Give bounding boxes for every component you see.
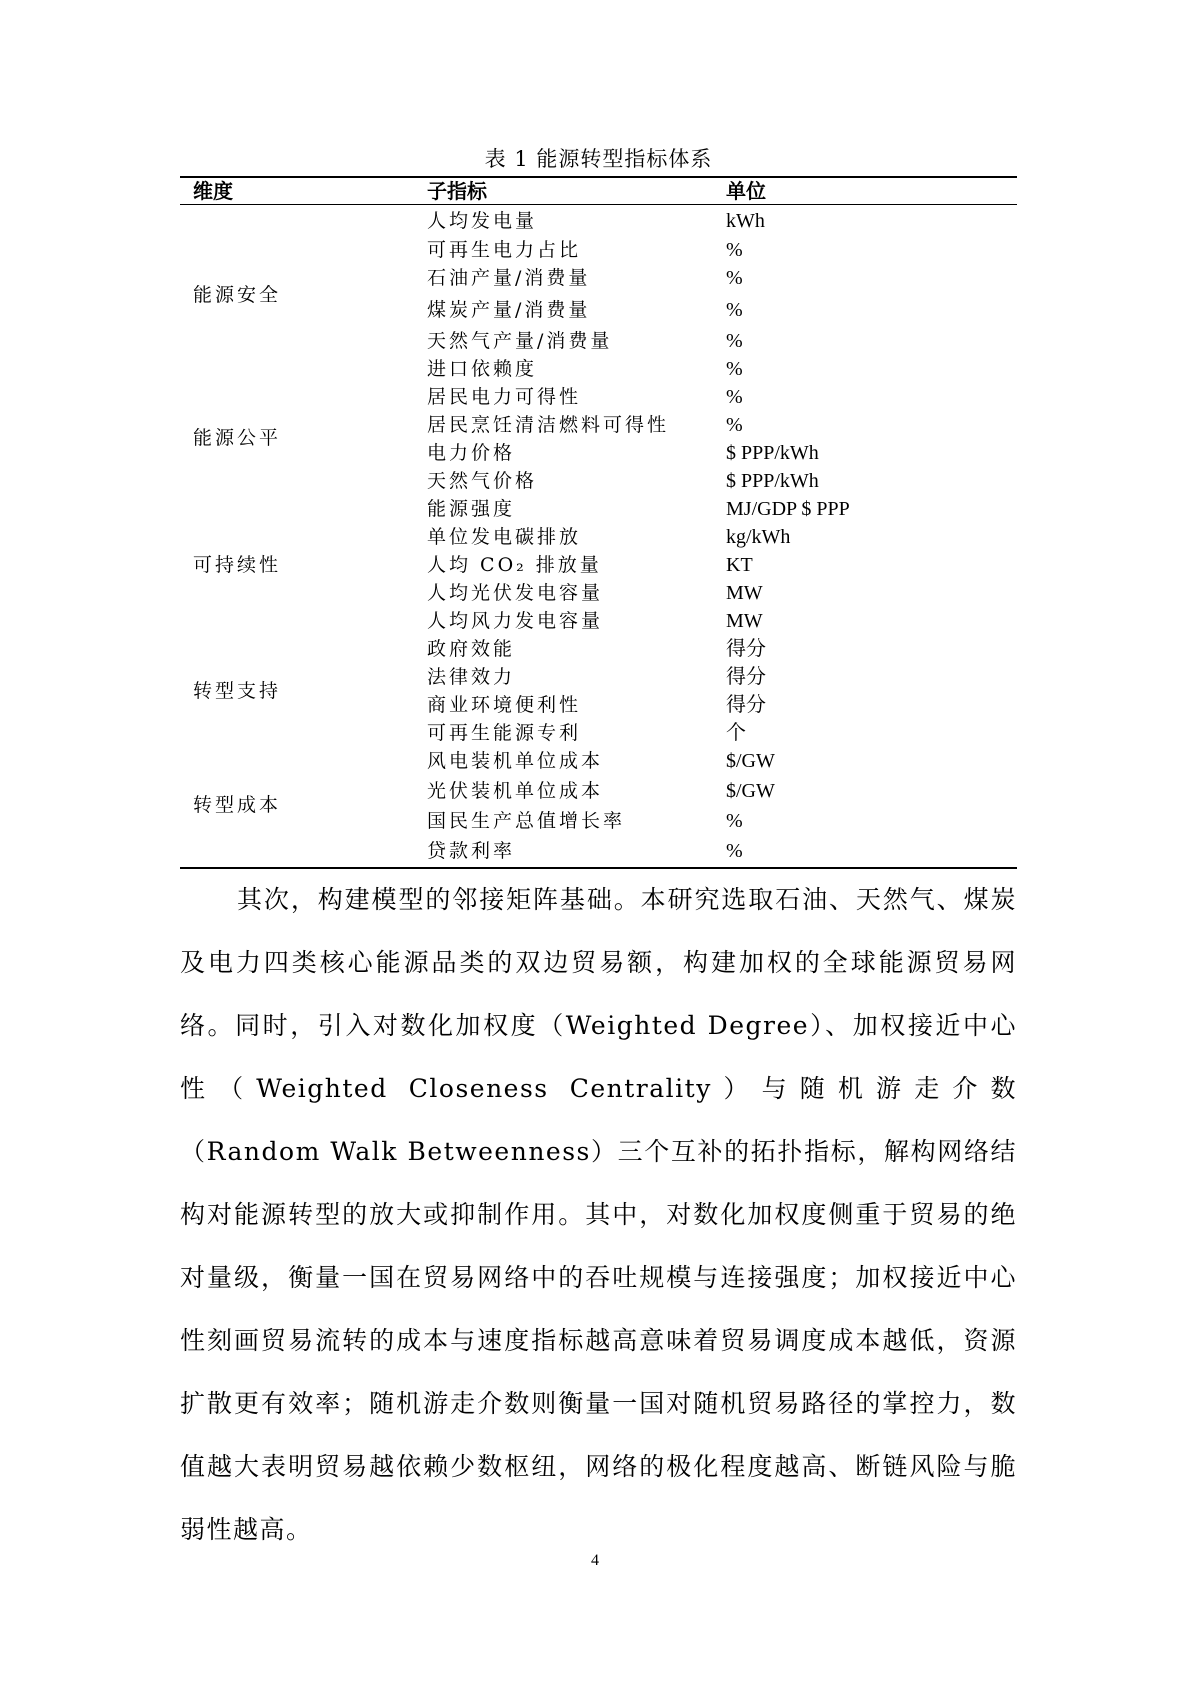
unit-cell: $ PPP/kWh (726, 442, 819, 464)
dimension-label: 能源公平 (193, 427, 282, 449)
unit-cell: % (726, 840, 743, 862)
unit-cell: KT (726, 554, 753, 576)
unit-cell: % (726, 810, 743, 832)
unit-cell: 得分 (726, 638, 766, 660)
table-top-rule (180, 176, 1017, 178)
unit-cell: % (726, 414, 743, 436)
indicator-cell: 天然气产量/消费量 (427, 330, 613, 352)
unit-cell: MW (726, 610, 763, 632)
unit-cell: $ PPP/kWh (726, 470, 819, 492)
indicator-cell: 光伏装机单位成本 (427, 780, 604, 802)
indicator-cell: 人均 CO₂ 排放量 (427, 554, 602, 576)
indicator-cell: 可再生能源专利 (427, 722, 582, 744)
unit-cell: 个 (726, 722, 746, 744)
unit-cell: kWh (726, 210, 765, 232)
indicator-cell: 能源强度 (427, 498, 516, 520)
indicator-cell: 人均风力发电容量 (427, 610, 604, 632)
indicator-cell: 天然气价格 (427, 470, 538, 492)
indicator-cell: 居民电力可得性 (427, 386, 582, 408)
body-text (180, 868, 1017, 1561)
unit-cell: % (726, 299, 743, 321)
dimension-label: 转型成本 (193, 794, 282, 816)
indicator-cell: 贷款利率 (427, 840, 516, 862)
unit-cell: $/GW (726, 780, 775, 802)
table-caption: 表 1 能源转型指标体系 (484, 147, 713, 171)
unit-cell: % (726, 330, 743, 352)
unit-cell: 得分 (726, 666, 766, 688)
indicator-cell: 电力价格 (427, 442, 516, 464)
unit-cell: % (726, 358, 743, 380)
table-header-rule (180, 204, 1017, 205)
indicator-cell: 可再生电力占比 (427, 239, 582, 261)
unit-cell: kg/kWh (726, 526, 791, 548)
indicator-cell: 人均发电量 (427, 210, 538, 232)
dimension-label: 转型支持 (193, 680, 282, 702)
unit-cell: % (726, 386, 743, 408)
dimension-label: 能源安全 (193, 284, 282, 306)
indicator-cell: 居民烹饪清洁燃料可得性 (427, 414, 670, 436)
indicator-cell: 进口依赖度 (427, 358, 538, 380)
indicator-cell: 单位发电碳排放 (427, 526, 582, 548)
indicator-cell: 风电装机单位成本 (427, 750, 604, 772)
indicator-cell: 国民生产总值增长率 (427, 810, 626, 832)
indicator-cell: 商业环境便利性 (427, 694, 582, 716)
page-number: 4 (591, 1552, 599, 1569)
header-dimension: 维度 (193, 179, 233, 203)
indicator-cell: 法律效力 (427, 666, 516, 688)
indicator-cell: 石油产量/消费量 (427, 267, 591, 289)
header-indicator: 子指标 (427, 179, 487, 203)
unit-cell: % (726, 267, 743, 289)
unit-cell: $/GW (726, 750, 775, 772)
header-unit: 单位 (726, 179, 766, 203)
unit-cell: 得分 (726, 694, 766, 716)
unit-cell: MJ/GDP $ PPP (726, 498, 850, 520)
indicator-cell: 煤炭产量/消费量 (427, 299, 591, 321)
unit-cell: % (726, 239, 743, 261)
indicator-cell: 人均光伏发电容量 (427, 582, 604, 604)
indicator-cell: 政府效能 (427, 638, 516, 660)
unit-cell: MW (726, 582, 763, 604)
body-paragraph: 其次，构建模型的邻接矩阵基础。本研究选取石油、天然气、煤炭及电力四类核心能源品类的双边贸易额，构建加权的全球能源贸易网络。同时，引入对数化加权度（Weighted Degree）、加权接近中心性（Weighted Closeness Centrality）与随机游走介数（Random Walk Betweenness）三个互补的拓扑指标，解构网络结构对能源转型的放大或抑制作用。其中，对数化加权度侧重于贸易的绝对量级，衡量一国在贸易网络中的吞吐规模与连接强度；加权接近中心性刻画贸易流转的成本与速度指标越高意味着贸易调度成本越低，资源扩散更有效率；随机游走介数则衡量一国对随机贸易路径的掌控力，数值越大表明贸易越依赖少数枢纽，网络的极化程度越高、断链风险与脆弱性越高。 (180, 885, 1017, 1544)
dimension-label: 可持续性 (193, 554, 282, 576)
